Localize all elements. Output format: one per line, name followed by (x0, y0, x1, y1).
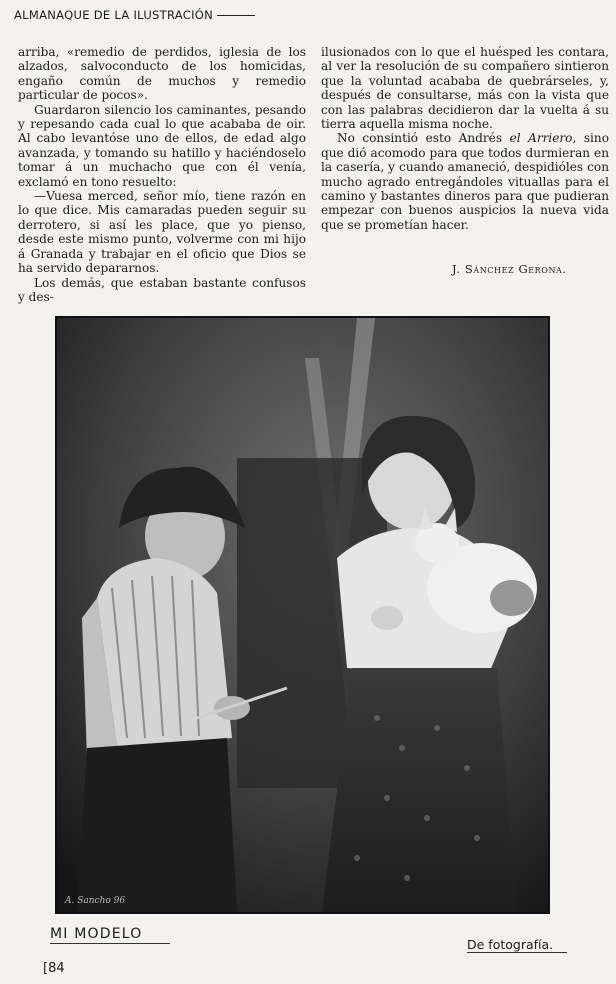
left-text-column (18, 45, 306, 304)
running-title: ALMANAQUE DE LA ILUSTRACIÓN (14, 8, 214, 22)
paragraph (321, 131, 609, 232)
running-header (14, 8, 314, 28)
photographer-mark: A. Sancho 96 (65, 896, 126, 906)
italic-name: el Arriero (509, 131, 573, 146)
photograph-two-children-cat-icon (57, 318, 548, 912)
right-text-column (321, 45, 609, 232)
photograph (55, 316, 550, 914)
paragraph: arriba, «remedio de perdidos, iglesia de los alzados, salvoconducto de los homicidas, engaño común de muchos y remedio particular de pocos». (18, 45, 306, 103)
photo-credit: De fotografía. (467, 937, 567, 953)
paragraph: Los demás, que estaban bastante confusos y des- (18, 275, 306, 304)
paragraph: Guardaron silencio los caminantes, pesando y repesando cada cual lo que acababa de oir. Al cabo levantóse uno de ellos, de edad algo avanzada, y tomando su hatillo y haciéndoselo tomar á un muchacho que con él venía, exclamó en tono resuelto: (18, 102, 306, 189)
author-name: Sánchez Gerona. (464, 262, 567, 276)
photo-title: MI MODELO (50, 926, 170, 944)
paragraph: ilusionados con lo que el huésped les contara, al ver la resolución de su compañero sintieron que la voluntad acababa de quebrárseles, y, después de consultarse, más con la vista que con las palabras decidieron dar la vuelta á su tierra aquella misma noche. (321, 45, 609, 132)
header-rule (217, 15, 255, 16)
paragraph: —Vuesa merced, señor mío, tiene razón en lo que dice. Mis camaradas pueden seguir su derrotero, si así les place, que yo pienso, desde este mismo punto, volverme con mi hijo á Granada y trabajar en el oficio que Dios se ha servido depararnos. (18, 189, 306, 276)
author-initial: J. (452, 262, 461, 276)
author-signature (452, 262, 592, 276)
text-run: , sino que dió acomodo para que todos durmieran en la casería, y cuando amaneció, despidióles con mucho agrado entregándoles vituallas para el camino y bastantes dineros para que pudieran empezar con buenos auspicios la nueva vida que se prometían hacer. (321, 131, 609, 232)
text-run: No consintió esto Andrés (337, 131, 510, 146)
page-number: [84 (43, 961, 65, 976)
